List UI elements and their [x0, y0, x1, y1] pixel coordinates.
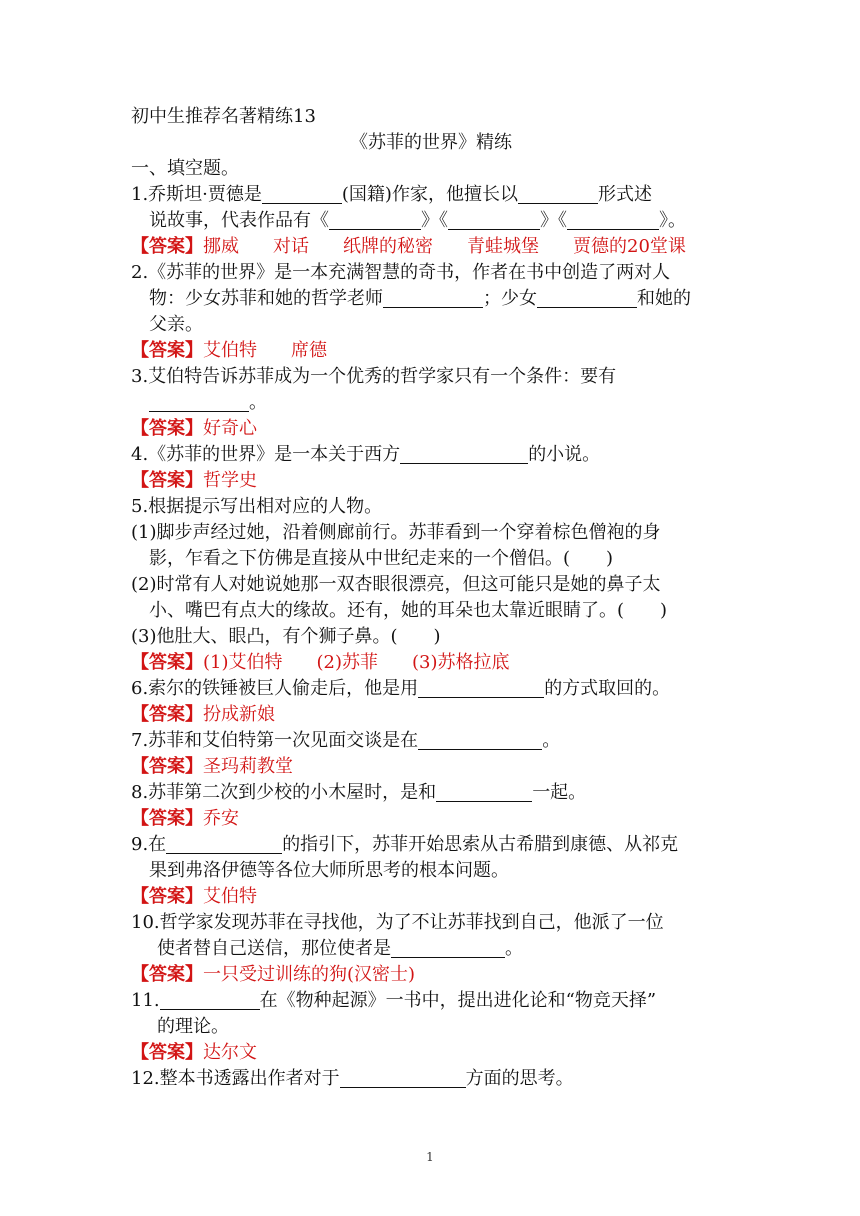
question-6: 6.索尔的铁锤被巨人偷走后，他是用 的方式取回的。: [131, 678, 671, 699]
answer-tag: 【答案】: [131, 470, 203, 491]
answer-blank[interactable]: [418, 677, 544, 698]
answer-tag: 【答案】: [131, 964, 203, 985]
question-5-item-1-line-1: (1)脚步声经过她，沿着侧廊前行。苏菲看到一个穿着棕色僧袍的身: [131, 522, 661, 543]
answer-blank[interactable]: [149, 391, 249, 412]
question-2-line-2: 物：少女苏菲和她的哲学老师 ；少女 和她的: [149, 288, 691, 309]
document-body: [131, 104, 731, 1092]
question-5: 5.根据提示写出相对应的人物。: [131, 496, 383, 517]
answer-4: 【答案】哲学史: [131, 470, 257, 491]
document-title: 《苏菲的世界》精练: [350, 132, 512, 153]
answer-10: 【答案】一只受过训练的狗(汉密士): [131, 964, 416, 985]
question-9-line-2: 果到弗洛伊德等各位大师所思考的根本问题。: [149, 860, 509, 881]
section-heading: 一、填空题。: [131, 158, 239, 179]
answer-blank[interactable]: [391, 937, 505, 958]
answer-tag: 【答案】: [131, 704, 203, 725]
answer-7: 【答案】圣玛莉教堂: [131, 756, 293, 777]
answer-3: 【答案】好奇心: [131, 418, 257, 439]
answer-tag: 【答案】: [131, 236, 203, 257]
answer-tag: 【答案】: [131, 756, 203, 777]
answer-blank[interactable]: [340, 1067, 466, 1088]
answer-1: 【答案】挪威 对话 纸牌的秘密 青蛙城堡 贾德的20堂课: [131, 236, 686, 257]
answer-blank[interactable]: [436, 781, 532, 802]
answer-11: 【答案】达尔文: [131, 1042, 257, 1063]
question-5-item-3: (3)他肚大、眼凸，有个狮子鼻。( ): [131, 626, 441, 647]
answer-blank[interactable]: [400, 443, 528, 464]
question-9-line-1: 9.在 的指引下，苏菲开始思索从古希腊到康德、从祁克: [131, 834, 679, 855]
question-2-line-1: 2.《苏菲的世界》是一本充满智慧的奇书，作者在书中创造了两对人: [131, 262, 671, 283]
answer-blank[interactable]: [448, 209, 540, 230]
question-12: 12.整本书透露出作者对于 方面的思考。: [131, 1068, 574, 1089]
question-11-line-1: 11. 在《物种起源》一书中，提出进化论和“物竞天择”: [131, 990, 657, 1011]
answer-tag: 【答案】: [131, 652, 203, 673]
question-3-line-1: 3.艾伯特告诉苏菲成为一个优秀的哲学家只有一个条件：要有: [131, 366, 617, 387]
series-title: 初中生推荐名著精练13: [131, 106, 316, 127]
question-5-item-1-line-2: 影，乍看之下仿佛是直接从中世纪走来的一个僧侣。( ): [149, 548, 614, 569]
question-11-line-2: 的理论。: [157, 1016, 229, 1037]
answer-9: 【答案】艾伯特: [131, 886, 257, 907]
answer-tag: 【答案】: [131, 340, 203, 361]
answer-tag: 【答案】: [131, 808, 203, 829]
question-2-line-3: 父亲。: [149, 314, 203, 335]
question-8: 8.苏菲第二次到少校的小木屋时，是和 一起。: [131, 782, 587, 803]
question-3-line-2: 。: [131, 390, 731, 416]
answer-blank[interactable]: [537, 287, 637, 308]
question-7: 7.苏菲和艾伯特第一次见面交谈是在 。: [131, 730, 561, 751]
page-number: 1: [426, 1150, 434, 1164]
answer-2: 【答案】艾伯特 席德: [131, 340, 327, 361]
answer-blank[interactable]: [418, 729, 542, 750]
question-10-line-2: 使者替自己送信，那位使者是 。: [157, 938, 523, 959]
answer-blank[interactable]: [329, 209, 421, 230]
answer-blank[interactable]: [160, 989, 260, 1010]
answer-blank[interactable]: [383, 287, 483, 308]
question-1-line-1: 1.乔斯坦·贾德是 (国籍)作家，他擅长以 形式述: [131, 184, 652, 205]
answer-8: 【答案】乔安: [131, 808, 239, 829]
answer-tag: 【答案】: [131, 886, 203, 907]
answer-blank[interactable]: [518, 183, 598, 204]
question-5-item-2-line-1: (2)时常有人对她说她那一双杏眼很漂亮，但这可能只是她的鼻子太: [131, 574, 661, 595]
question-10-line-1: 10.哲学家发现苏菲在寻找他，为了不让苏菲找到自己，他派了一位: [131, 912, 664, 933]
answer-blank[interactable]: [567, 209, 659, 230]
answer-blank[interactable]: [166, 833, 282, 854]
answer-6: 【答案】扮成新娘: [131, 704, 275, 725]
answer-tag: 【答案】: [131, 1042, 203, 1063]
answer-tag: 【答案】: [131, 418, 203, 439]
question-5-item-2-line-2: 小、嘴巴有点大的缘故。还有，她的耳朵也太靠近眼睛了。( ): [149, 600, 668, 621]
question-4: 4.《苏菲的世界》是一本关于西方 的小说。: [131, 444, 601, 465]
answer-5: 【答案】(1)艾伯特 (2)苏菲 (3)苏格拉底: [131, 652, 510, 673]
question-1-line-2: 说故事，代表作品有《 》《 》《 》。: [149, 210, 686, 231]
answer-blank[interactable]: [262, 183, 342, 204]
